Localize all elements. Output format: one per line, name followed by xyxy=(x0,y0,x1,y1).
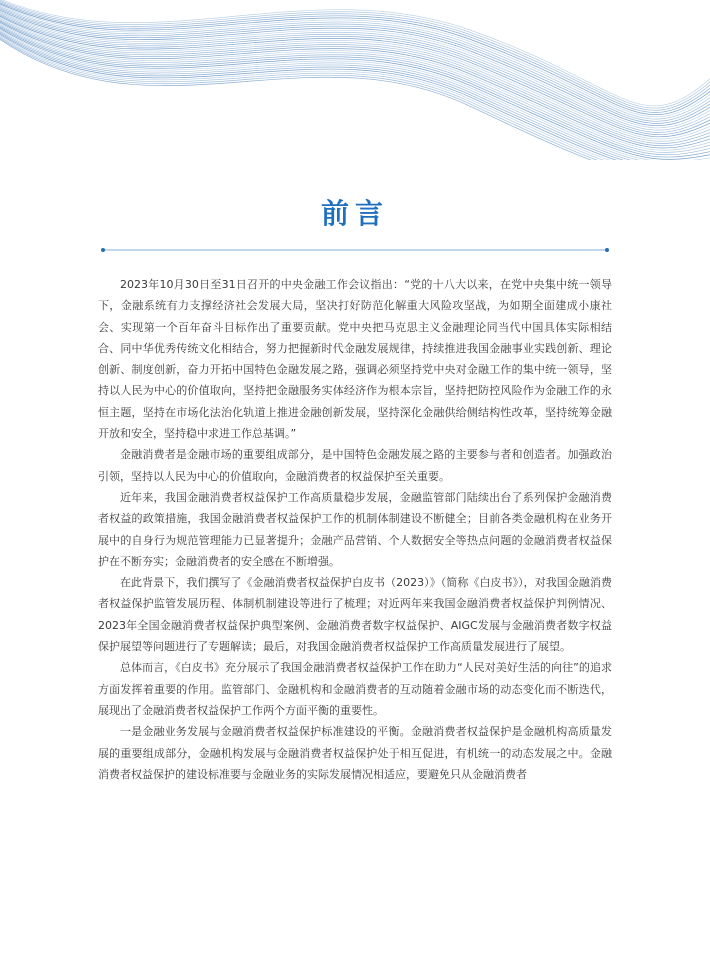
paragraph-1: 2023年10月30日至31日召开的中央金融工作会议指出：“党的十八大以来，在党中央集中统一领导下，金融系统有力支撑经济社会发展大局，坚决打好防范化解重大风险攻坚战，为如期全面建成小康社会、实现第一个百年奋斗目标作出了重要贡献。党中央把马克思主义金融理论同当代中国具体实际相结合、同中华优秀传统文化相结合，努力把握新时代金融发展规律，持续推进我国金融事业实践创新、理论创新、制度创新，奋力开拓中国特色金融发展之路，强调必须坚持党中央对金融工作的集中统一领导，坚持以人民为中心的价值取向，坚持把金融服务实体经济作为根本宗旨，坚持把防控风险作为金融工作的永恒主题，坚持在市场化法治化轨道上推进金融创新发展，坚持深化金融供给侧结构性改革，坚持统筹金融开放和安全，坚持稳中求进工作总基调。” xyxy=(98,278,612,441)
wave-line xyxy=(0,1,710,128)
paragraph-3: 近年来，我国金融消费者权益保护工作高质量稳步发展，金融监管部门陆续出台了系列保护金融消费者权益的政策措施，我国金融消费者权益保护工作的机制体制建设不断健全；目前各类金融机构在业务开展中的自身行为规范管理能力已显著提升；金融产品营销、个人数据安全等热点问题的金融消费者权益保护在不断夯实；金融消费者的安全感在不断增强。 xyxy=(98,490,612,568)
page-title: 前言 xyxy=(320,197,389,230)
wave-line xyxy=(0,0,710,117)
body-text xyxy=(98,274,612,785)
wave-line xyxy=(0,22,710,161)
title-divider xyxy=(100,245,610,255)
wave-line xyxy=(0,18,710,160)
wave-line xyxy=(0,14,710,157)
paragraph-2: 金融消费者是金融市场的重要组成部分，是中国特色金融发展之路的主要参与者和创造者。加强政治引领，坚持以人民为中心的价值取向，金融消费者的权益保护至关重要。 xyxy=(98,448,612,483)
paragraph-4: 在此背景下，我们撰写了《金融消费者权益保护白皮书（2023）》（简称《白皮书》），对我国金融消费者权益保护监管发展历程、体制机制建设等进行了梳理；对近两年来我国金融消费者权益保护判例情况、2023年全国金融消费者权益保护典型案例、金融消费者数字权益保护、AIGC发展与金融消费者数字权益保护展望等问题进行了专题解读；最后，对我国金融消费者权益保护工作高质量发展进行了展望。 xyxy=(98,576,612,654)
wave-decoration xyxy=(0,0,710,160)
wave-line xyxy=(0,0,710,126)
paragraph-5: 总体而言，《白皮书》充分展示了我国金融消费者权益保护工作在助力“人民对美好生活的向往”的追求方面发挥着重要的作用。监管部门、金融机构和金融消费者的互动随着金融市场的动态变化而不断迭代，展现出了金融消费者权益保护工作两个方面平衡的重要性。 xyxy=(98,661,612,717)
wave-line xyxy=(0,12,710,152)
paragraph-6: 一是金融业务发展与金融消费者权益保护标准建设的平衡。金融消费者权益保护是金融机构高质量发展的重要组成部分，金融机构发展与金融消费者权益保护处于相互促进，有机统一的动态发展之中。金融消费者权益保护的建设标准要与金融业务的实际发展情况相适应，要避免只从金融消费者 xyxy=(98,725,612,781)
wave-line xyxy=(0,11,710,150)
wave-line xyxy=(0,20,710,160)
